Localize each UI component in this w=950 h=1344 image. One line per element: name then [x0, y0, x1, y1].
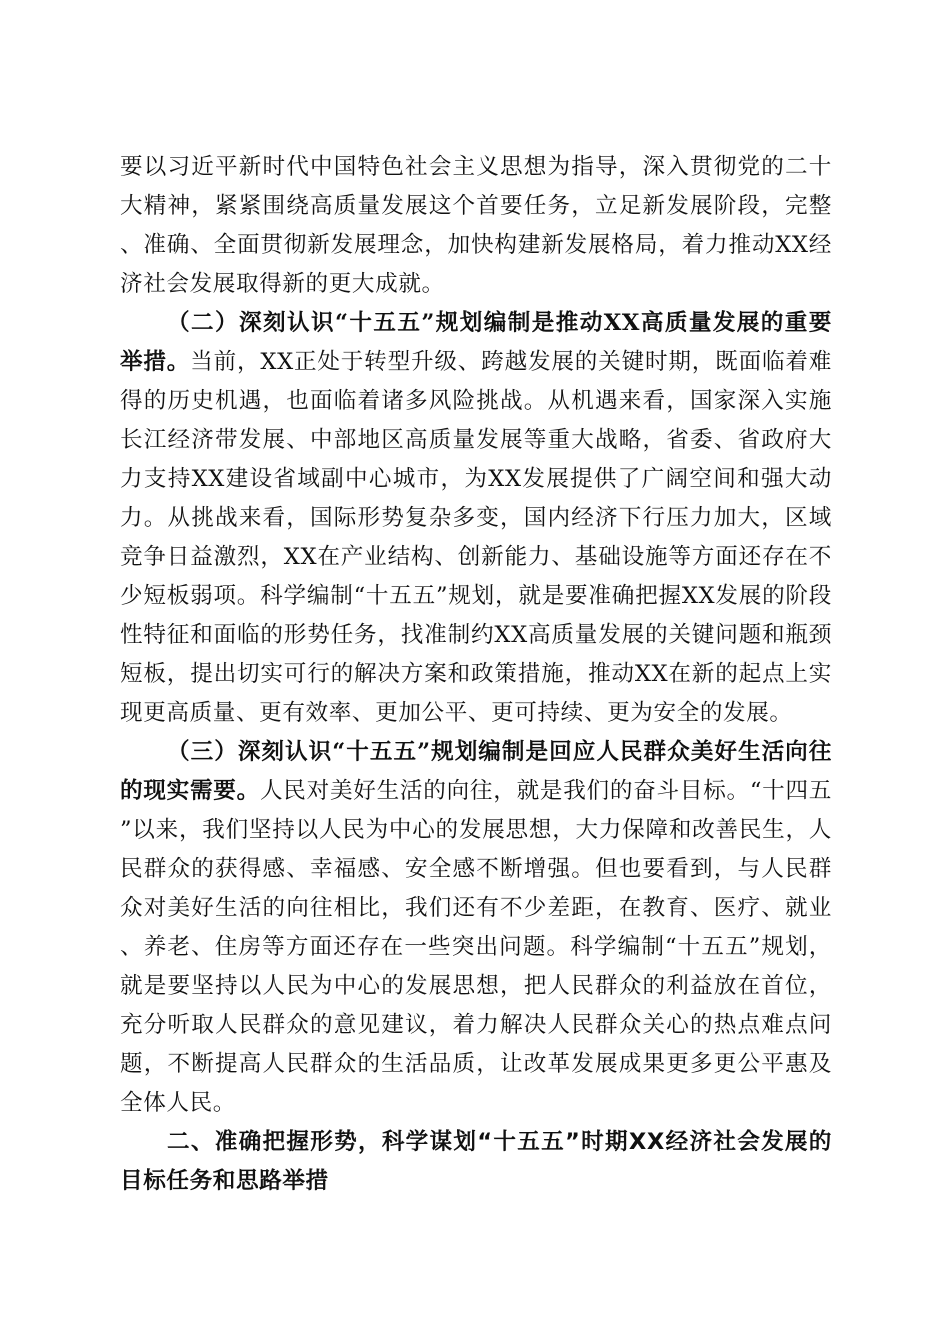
paragraph-intro-text: 要以习近平新时代中国特色社会主义思想为指导，深入贯彻党的二十大精神，紧紧围绕高质量发展这个首要任务，立足新发展阶段，完整、准确、全面贯彻新发展理念，加快构建新发展格局，着力推动XX经济社会发展取得新的更大成就。 [120, 154, 832, 297]
paragraph-intro [120, 148, 832, 304]
paragraph-section-3-text: 人民对美好生活的向往，就是我们的奋斗目标。“十四五”以来，我们坚持以人民为中心的发展思想，大力保障和改善民生，人民群众的获得感、幸福感、安全感不断增强。但也要看到，与人民群众对美好生活的向往相比，我们还有不少差距，在教育、医疗、就业、养老、住房等方面还存在一些突出问题。科学编制“十五五”规划，就是要坚持以人民为中心的发展思想，把人民群众的利益放在首位，充分听取人民群众的意见建议，着力解决人民群众关心的热点难点问题，不断提高人民群众的生活品质，让改革发展成果更多更公平惠及全体人民。 [120, 778, 832, 1116]
paragraph-section-3-lead: （三）深刻认识“十五五”规划编制是回应人民群众美好生活向往的现实需要。 [120, 739, 832, 804]
paragraph-section-2-lead: （二）深刻认识“十五五”规划编制是推动XX高质量发展的重要举措。 [120, 310, 832, 375]
paragraph-section-3 [120, 733, 832, 1123]
section-heading: 二、准确把握形势，科学谋划“十五五”时期XX经济社会发展的目标任务和思路举措 [120, 1129, 832, 1194]
document-page [120, 148, 832, 1201]
paragraph-section-2-text: 当前，XX正处于转型升级、跨越发展的关键时期，既面临着难得的历史机遇，也面临着诸多风险挑战。从机遇来看，国家深入实施长江经济带发展、中部地区高质量发展等重大战略，省委、省政府大力支持XX建设省域副中心城市，为XX发展提供了广阔空间和强大动力。从挑战来看，国际形势复杂多变，国内经济下行压力加大，区域竞争日益激烈，XX在产业结构、创新能力、基础设施等方面还存在不少短板弱项。科学编制“十五五”规划，就是要准确把握XX发展的阶段性特征和面临的形势任务，找准制约XX高质量发展的关键问题和瓶颈短板，提出切实可行的解决方案和政策措施，推动XX在新的起点上实现更高质量、更有效率、更加公平、更可持续、更为安全的发展。 [120, 349, 832, 726]
paragraph-section-2 [120, 304, 832, 733]
